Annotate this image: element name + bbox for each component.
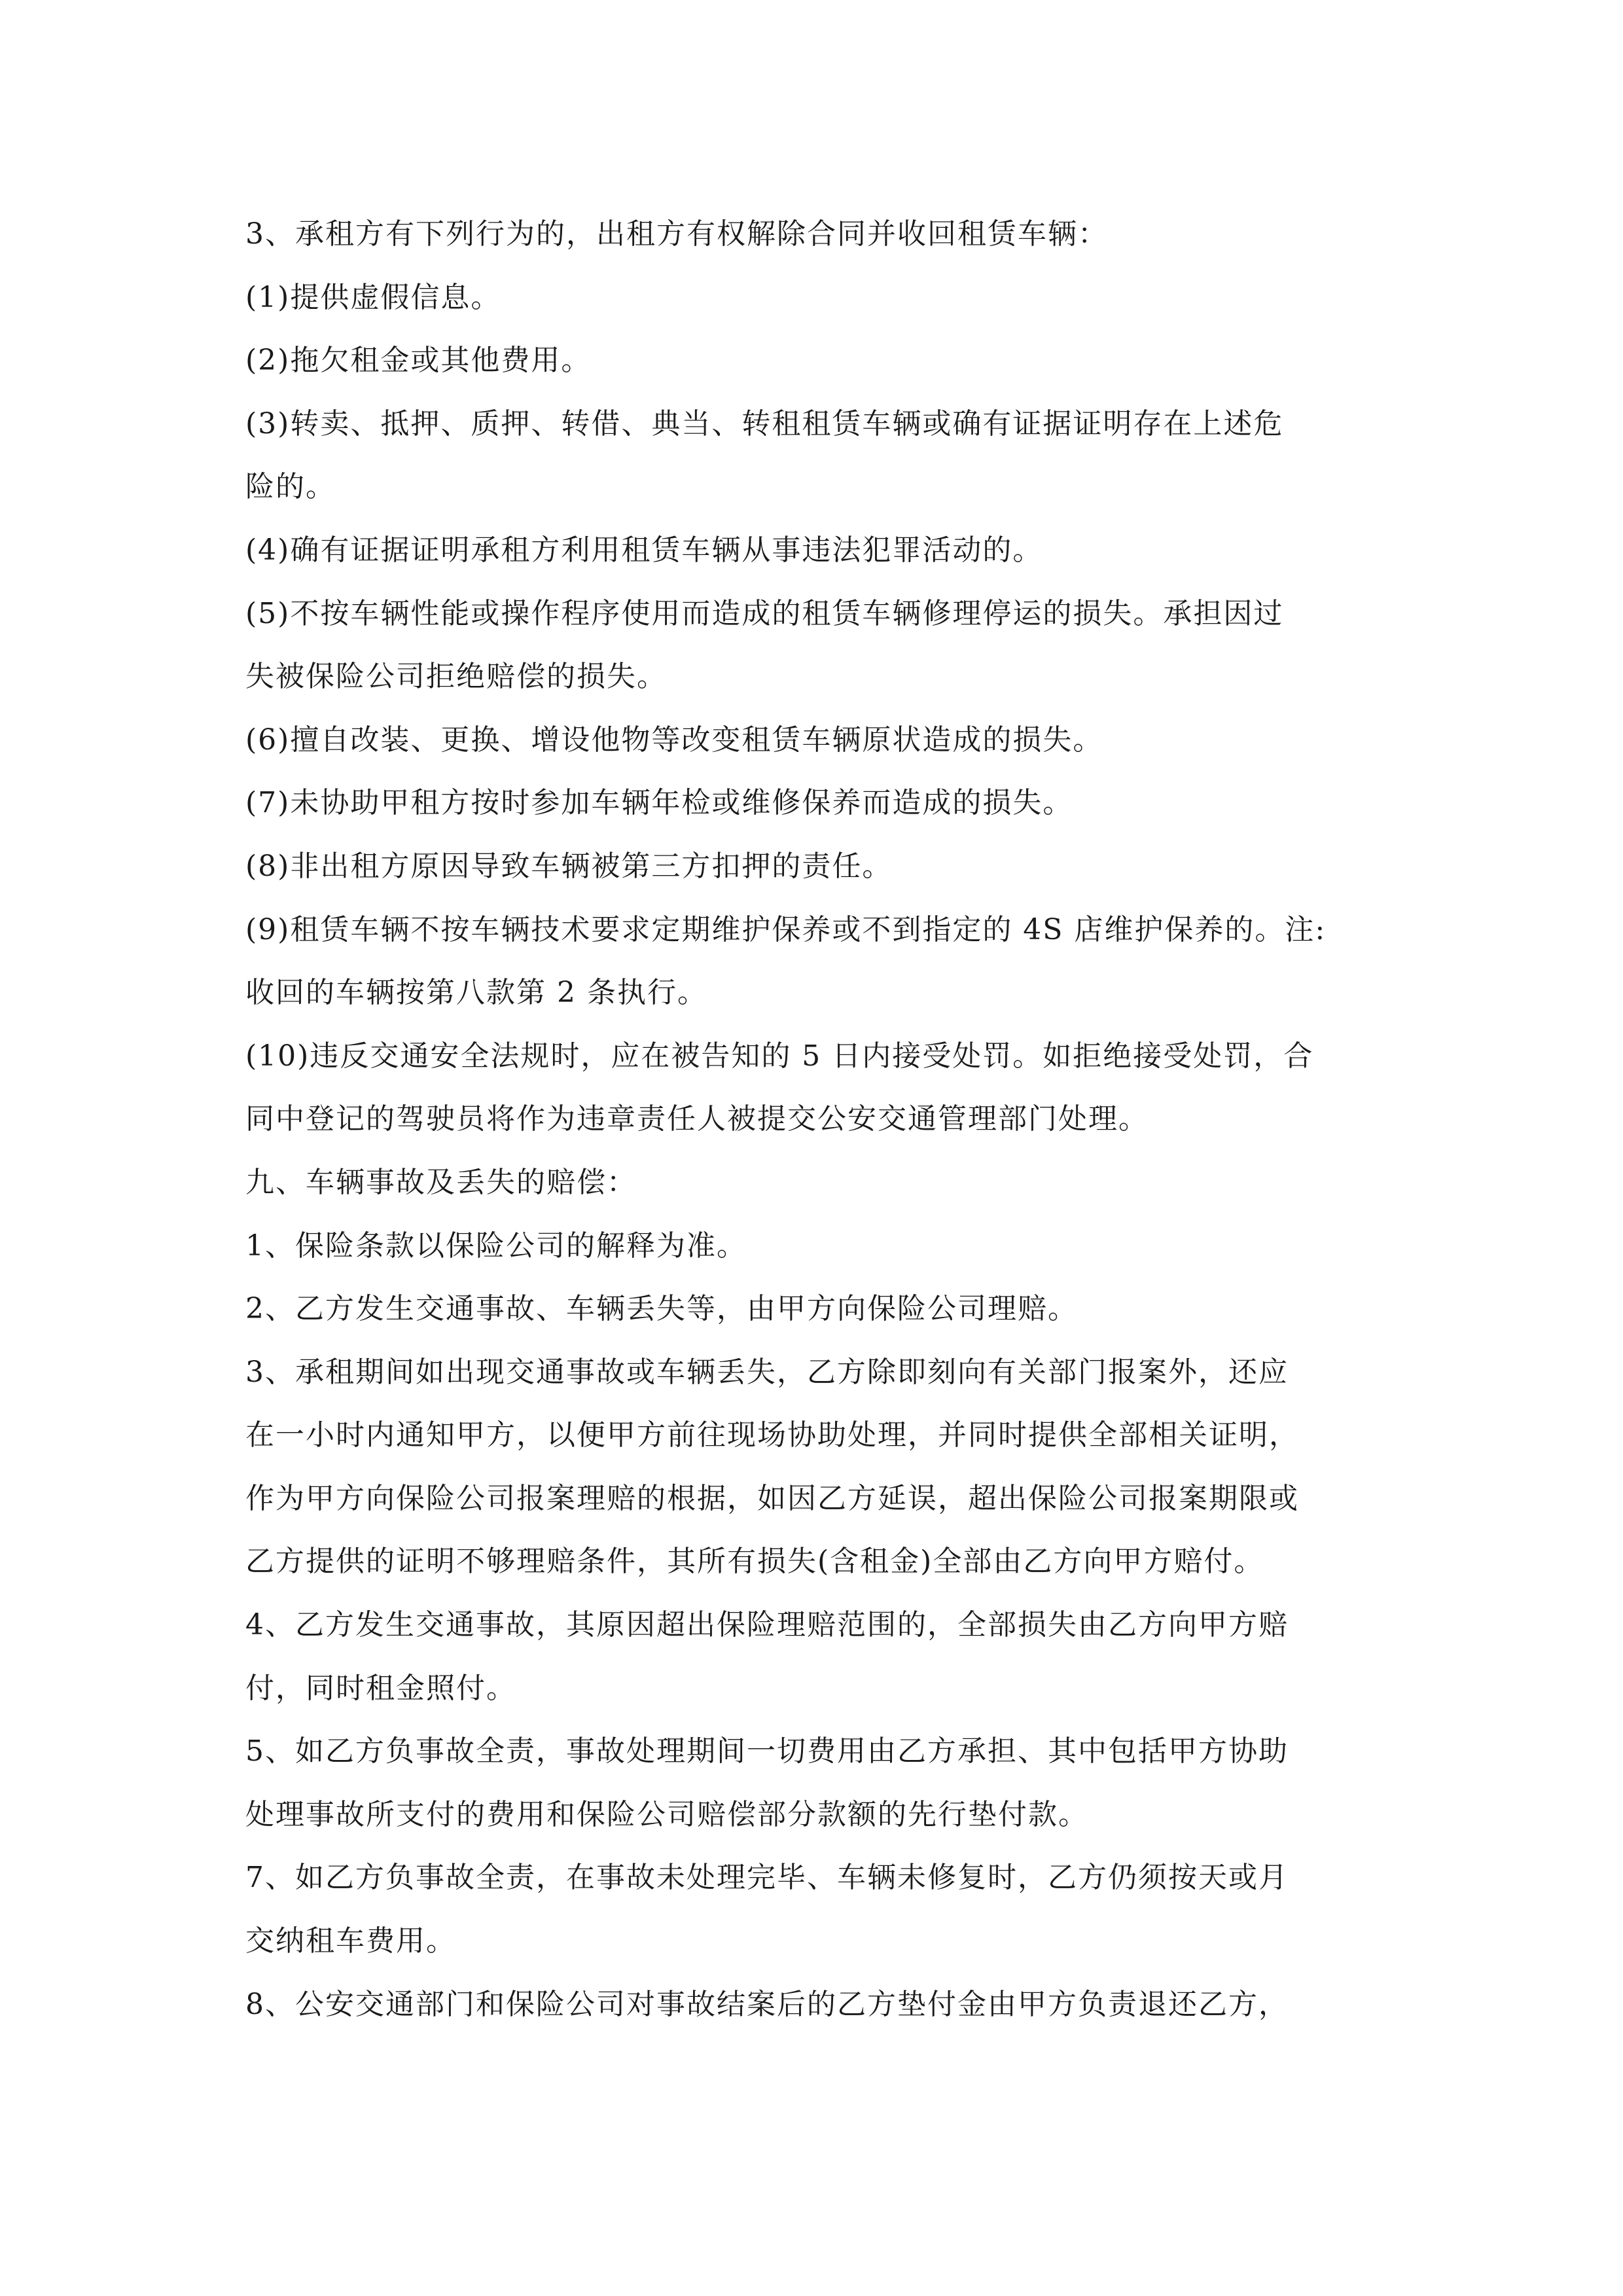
- text-line: 2、乙方发生交通事故、车辆丢失等，由甲方向保险公司理赔。: [245, 1292, 1078, 1326]
- text-line: (7)未协助甲租方按时参加车辆年检或维修保养而造成的损失。: [245, 786, 1073, 820]
- text-line: (5)不按车辆性能或操作程序使用而造成的租赁车辆修理停运的损失。承担因过: [245, 596, 1284, 630]
- text-line: (4)确有证据证明承租方利用租赁车辆从事违法犯罪活动的。: [245, 533, 1043, 567]
- text-line: 1、保险条款以保险公司的解释为准。: [245, 1229, 747, 1263]
- section-heading: 九、车辆事故及丢失的赔偿：: [245, 1165, 637, 1199]
- text-line: 处理事故所支付的费用和保险公司赔偿部分款额的先行垫付款。: [245, 1797, 1088, 1831]
- text-line: 3、承租期间如出现交通事故或车辆丢失，乙方除即刻向有关部门报案外，还应: [245, 1355, 1289, 1389]
- text-line: 付，同时租金照付。: [245, 1671, 516, 1705]
- text-line: (8)非出租方原因导致车辆被第三方扣押的责任。: [245, 849, 893, 883]
- document-page: [245, 203, 1384, 2036]
- text-line: (2)拖欠租金或其他费用。: [245, 344, 592, 378]
- text-line: (9)租赁车辆不按车辆技术要求定期维护保养或不到指定的 4S 店维护保养的。注:: [245, 912, 1327, 946]
- text-line: (1)提供虚假信息。: [245, 280, 501, 314]
- text-line: (3)转卖、抵押、质押、转借、典当、转租租赁车辆或确有证据证明存在上述危: [245, 406, 1284, 440]
- text-line: 3、承租方有下列行为的，出租方有权解除合同并收回租赁车辆：: [245, 217, 1108, 251]
- text-line: 4、乙方发生交通事故，其原因超出保险理赔范围的，全部损失由乙方向甲方赔: [245, 1608, 1289, 1642]
- text-line: 作为甲方向保险公司报案理赔的根据，如因乙方延误，超出保险公司报案期限或: [245, 1481, 1299, 1515]
- text-line: 在一小时内通知甲方，以便甲方前往现场协助处理，并同时提供全部相关证明，: [245, 1418, 1299, 1452]
- text-line: 5、如乙方负事故全责，事故处理期间一切费用由乙方承担、其中包括甲方协助: [245, 1734, 1289, 1768]
- text-line: 8、公安交通部门和保险公司对事故结案后的乙方垫付金由甲方负责退还乙方，: [245, 1987, 1289, 2021]
- text-line: (6)擅自改装、更换、增设他物等改变租赁车辆原状造成的损失。: [245, 723, 1103, 757]
- text-line: (10)违反交通安全法规时，应在被告知的 5 日内接受处罚。如拒绝接受处罚，合: [245, 1039, 1314, 1073]
- text-line: 7、如乙方负事故全责，在事故未处理完毕、车辆未修复时，乙方仍须按天或月: [245, 1861, 1289, 1895]
- text-line: 收回的车辆按第八款第 2 条执行。: [245, 976, 707, 1010]
- text-line: 同中登记的驾驶员将作为违章责任人被提交公安交通管理部门处理。: [245, 1102, 1149, 1136]
- text-line: 失被保险公司拒绝赔偿的损失。: [245, 660, 667, 694]
- text-line: 乙方提供的证明不够理赔条件，其所有损失(含租金)全部由乙方向甲方赔付。: [245, 1545, 1264, 1579]
- text-line: 交纳租车费用。: [245, 1924, 456, 1958]
- text-line: 险的。: [245, 470, 336, 504]
